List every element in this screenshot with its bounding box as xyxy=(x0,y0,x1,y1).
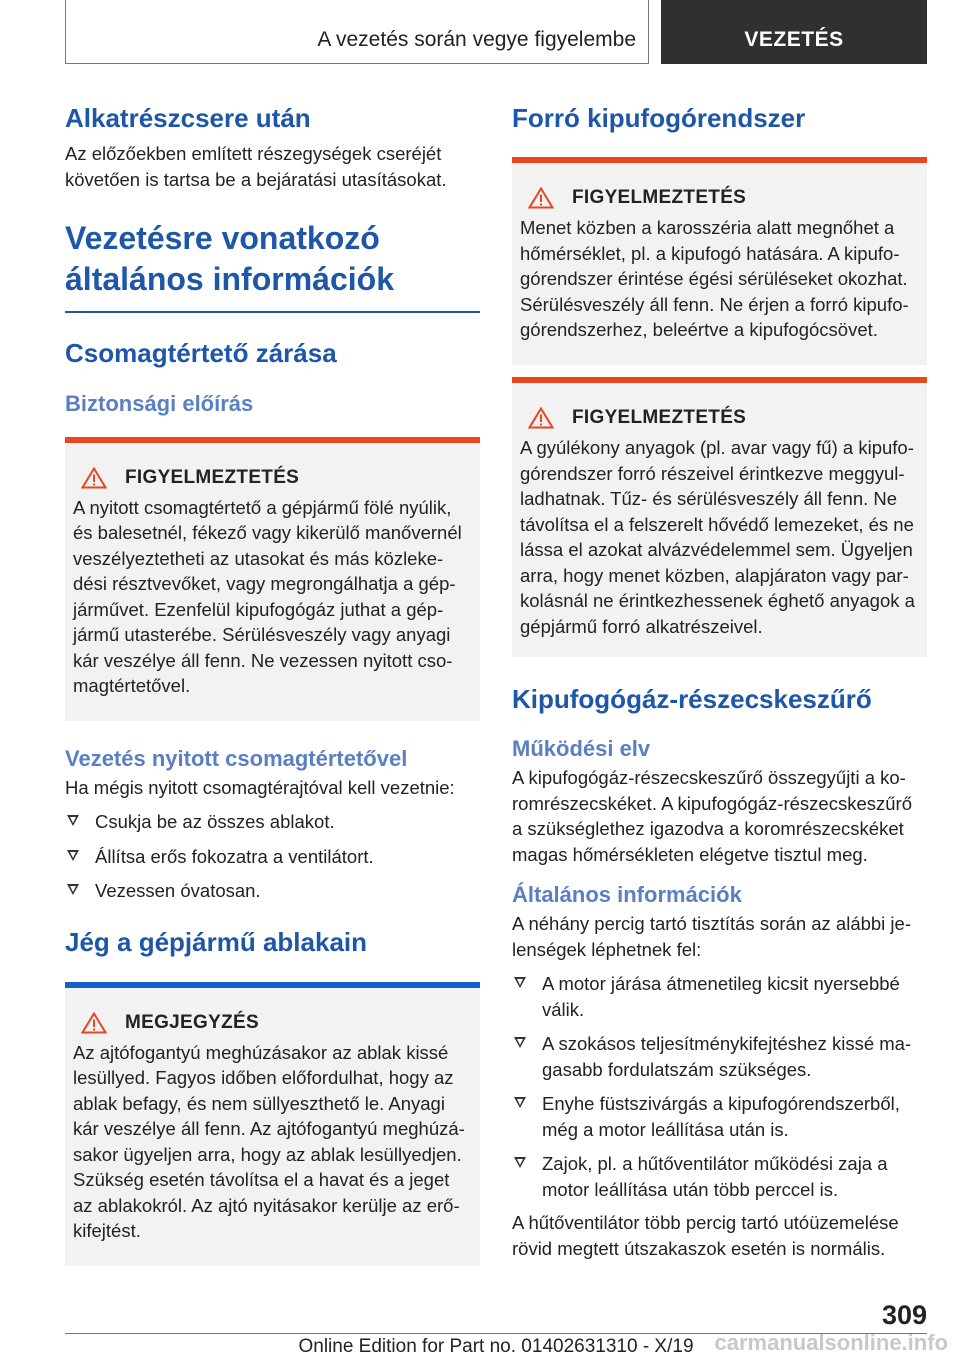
list-phenomena xyxy=(512,971,927,1202)
warning-triangle-icon xyxy=(528,407,554,429)
right-column xyxy=(512,100,927,1261)
heading-principle: Működési elv xyxy=(512,736,651,761)
warning-title-text: FIGYELMEZTETÉS xyxy=(572,407,747,428)
heading-trunk-closing: Csomagtértető zárása xyxy=(65,337,337,368)
bullet-triangle-icon xyxy=(514,977,526,988)
para-principle: A kipufogógáz-részecskeszűrő összegyűjti a ko-romrészecskéket. A kipufogógáz-részecskeszűrő a szükséglethez igazodva a koromrészecskéket magas hőmérsékleten elégetve tisztul meg. xyxy=(512,767,912,865)
page-header xyxy=(65,0,927,64)
bullet-triangle-icon xyxy=(67,850,79,861)
para-after-parts: Az előzőekben említett részegységek cseréjét követően is tartsa be a bejáratási utasításokat. xyxy=(65,143,447,190)
watermark: carmanualsonline.info xyxy=(714,1330,948,1355)
left-column xyxy=(65,100,480,1266)
warning-text: A gyúlékony anyagok (pl. avar vagy fű) a kipufo-górendszer forró részeivel érintkezve meggyul-ladhatnak. Tűz- és sérülésveszély áll fenn. Ne távolítsa el a felszerelt hővédő lemezeket, és ne lássa el azokat alvázvédelemmel sem. Ügyeljen arra, hogy menet közben, alapjáraton vagy par-kolásnál ne érintkezhessenek éghető anyagok a gépjármű forró alkatrészeivel. xyxy=(520,437,915,637)
header-chapter-title: VEZETÉS xyxy=(744,28,844,51)
header-section-tab xyxy=(65,0,649,64)
heading-general: Általános információk xyxy=(512,882,742,907)
warning-title xyxy=(81,467,472,489)
warning-triangle-icon xyxy=(528,187,554,209)
para-final: A hűtőventilátor több percig tartó utóüzemelése rövid megtett útszakaszok esetén is normális. xyxy=(512,1212,899,1259)
header-chapter-tab xyxy=(661,0,927,64)
page-number: 309 xyxy=(881,1300,927,1330)
list-item: Csukja be az összes ablakot. xyxy=(65,809,480,835)
bullet-triangle-icon xyxy=(514,1157,526,1168)
bullet-triangle-icon xyxy=(67,815,79,826)
note-text: Az ajtófogantyú meghúzásakor az ablak kissé lesüllyed. Fagyos időben előfordulhat, hogy az ablak befagy, és nem süllyeszthető le. Anyagi kár veszélye áll fenn. Az ajtófogantyú meghúzá-sakor ügyeljen arra, hogy az ablak lesüllyedjen. Szükség esetén távolítsa el a havat és a jeget az ablakokról. Az ajtó nyitásakor kerülje az erő-kifejtést. xyxy=(73,1041,465,1241)
warning-title xyxy=(528,187,919,209)
heading-ice: Jég a gépjármű ablakain xyxy=(65,926,368,957)
bullet-triangle-icon xyxy=(514,1037,526,1048)
warning-text: A nyitott csomagtértető a gépjármű fölé nyúlik, és balesetnél, fékező vagy kikerülő manővernél veszélyeztetheti az utasokat és más közleke-dési résztvevőket, vagy megrongálhatja a gép-járművet. Ezenfelül kipufogógáz juthat a gép-jármű utasterébe. Sérülésveszély vagy anyagi kár veszélye áll fenn. Ne vezessen nyitott cso-magtértetővel. xyxy=(73,496,462,696)
list-item: Enyhe füstszivárgás a kipufogórendszerből, még a motor leállítása után is. xyxy=(512,1091,927,1142)
heading-open-trunk: Vezetés nyitott csomagtértetővel xyxy=(65,745,408,771)
list-item: A motor járása átmenetileg kicsit nyersebbé válik. xyxy=(512,971,927,1022)
footer-edition: Online Edition for Part no. 01402631310 - X/19 xyxy=(298,1336,694,1357)
list-open-trunk xyxy=(65,809,480,904)
heading-hot-exhaust: Forró kipufogórendszer xyxy=(512,103,806,133)
heading-safety: Biztonsági előírás xyxy=(65,390,254,416)
note-title xyxy=(81,1012,472,1034)
bullet-triangle-icon xyxy=(514,1097,526,1108)
note-title-text: MEGJEGYZÉS xyxy=(125,1011,259,1033)
header-section-title: A vezetés során vegye figyelembe xyxy=(317,28,636,51)
heading-after-parts: Alkatrészcsere után xyxy=(65,103,311,133)
warning-box-flammable xyxy=(512,377,927,657)
warning-triangle-icon xyxy=(81,1012,107,1034)
warning-title-text: FIGYELMEZTETÉS xyxy=(572,187,747,208)
warning-text: Menet közben a karosszéria alatt megnőhet a hőmérséklet, pl. a kipufogó hatására. A kipufo-górendszer érintése égési sérüléseket okozhat. Sérülésveszély áll fenn. Ne érjen a forró kipufo-górendszerhez, beleértve a kipufogócsövet. xyxy=(520,217,909,340)
list-item: Állítsa erős fokozatra a ventilátort. xyxy=(65,844,480,870)
bullet-triangle-icon xyxy=(67,884,79,895)
para-general: A néhány percig tartó tisztítás során az alábbi je-lenségek léphetnek fel: xyxy=(512,913,911,960)
para-open-trunk: Ha mégis nyitott csomagtérajtóval kell vezetnie: xyxy=(65,776,455,798)
warning-title-text: FIGYELMEZTETÉS xyxy=(125,466,300,488)
heading-particle-filter: Kipufogógáz-részecskeszűrő xyxy=(512,684,872,714)
list-item: Zajok, pl. a hűtőventilátor működési zaja a motor leállítása után több perccel is. xyxy=(512,1151,927,1202)
heading-rule xyxy=(65,311,480,313)
warning-triangle-icon xyxy=(81,467,107,489)
warning-box-trunk xyxy=(65,437,480,721)
note-box-ice xyxy=(65,982,480,1266)
heading-general-info: Vezetésre vonatkozó általános információk xyxy=(65,220,394,297)
warning-box-exhaust xyxy=(512,157,927,365)
list-item: Vezessen óvatosan. xyxy=(65,878,480,904)
list-item: A szokásos teljesítménykifejtéshez kissé ma-gasabb fordulatszám szükséges. xyxy=(512,1031,927,1082)
warning-title xyxy=(528,407,919,429)
